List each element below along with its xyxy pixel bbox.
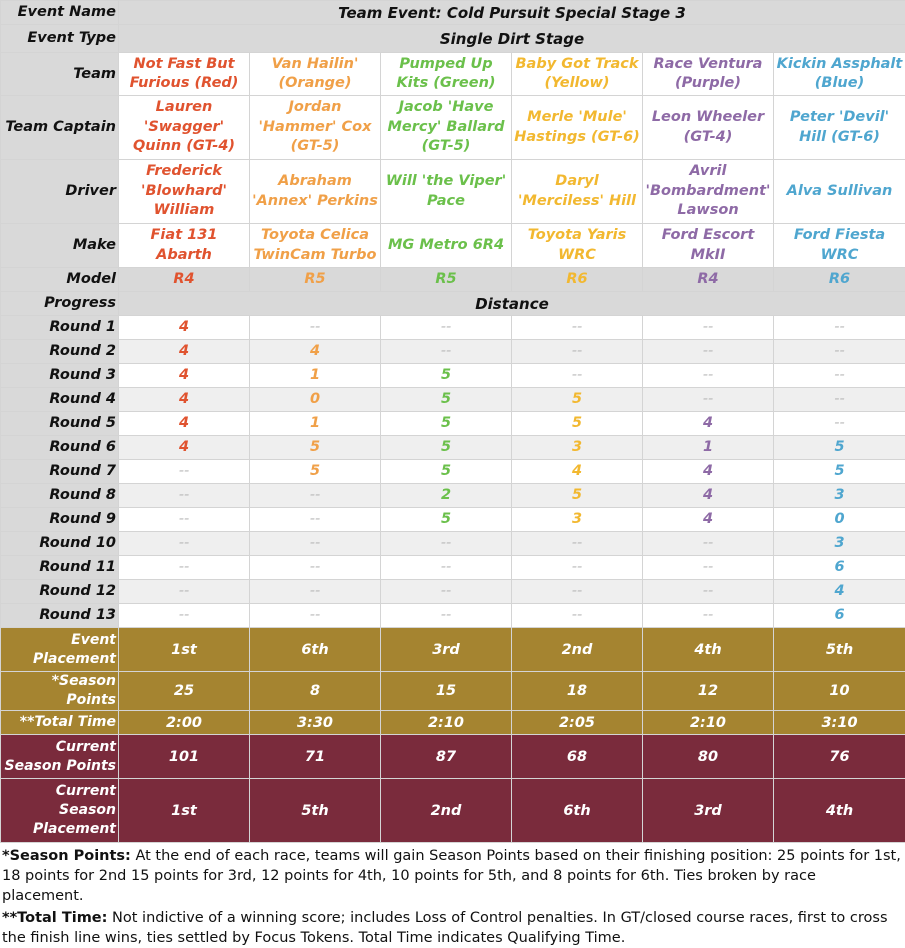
round-distance-cell[interactable]: 5 [774,436,905,460]
driver-name-cell[interactable]: Will 'the Viper' Pace [381,160,512,224]
current-season-placement-cell[interactable]: 1st [119,779,250,843]
round-distance-cell[interactable]: -- [119,484,250,508]
round-distance-cell[interactable]: 5 [512,412,643,436]
car-model-cell[interactable]: R6 [774,268,905,292]
round-label: Round 6 [1,436,119,460]
car-model-cell[interactable]: R4 [643,268,774,292]
round-distance-cell[interactable]: 2 [381,484,512,508]
round-row [1,412,905,436]
season-points-cell[interactable]: 25 [119,672,250,711]
car-model-cell[interactable]: R6 [512,268,643,292]
round-distance-cell[interactable]: -- [381,316,512,340]
current-season-placement-cell[interactable]: 2nd [381,779,512,843]
round-distance-cell[interactable]: -- [774,364,905,388]
total-time-note-text: Not indictive of a winning score; includes Loss of Control penalties. In GT/closed course races, first to cross the finish line wins, ties settled by Focus Tokens. Total Time indicates Qualifying Time. [2,910,888,946]
round-label: Round 2 [1,340,119,364]
round-distance-cell[interactable]: -- [250,316,381,340]
round-distance-cell[interactable]: 1 [643,436,774,460]
driver-name-cell[interactable]: Avril 'Bombardment' Lawson [643,160,774,224]
round-distance-cell[interactable]: 5 [250,436,381,460]
round-distance-cell[interactable]: -- [512,556,643,580]
car-make-cell[interactable]: Fiat 131 Abarth [119,224,250,268]
round-label: Round 9 [1,508,119,532]
round-distance-cell[interactable]: 5 [381,508,512,532]
round-distance-cell[interactable]: 4 [643,484,774,508]
round-distance-cell[interactable]: 4 [119,364,250,388]
team-name-cell[interactable]: Baby Got Track (Yellow) [512,53,643,96]
round-distance-cell[interactable]: -- [250,580,381,604]
team-label: Team [1,53,119,96]
round-distance-cell[interactable]: -- [381,580,512,604]
round-label: Round 11 [1,556,119,580]
event-placement-cell[interactable]: 1st [119,628,250,672]
round-distance-cell[interactable]: -- [119,580,250,604]
event-placement-cell[interactable]: 6th [250,628,381,672]
total-time-note-title: **Total Time: [2,910,107,926]
round-row [1,556,905,580]
round-distance-cell[interactable]: -- [774,340,905,364]
event-type-value[interactable]: Single Dirt Stage [119,25,905,53]
round-distance-cell[interactable]: 5 [381,388,512,412]
round-distance-cell[interactable]: 5 [512,484,643,508]
season-points-cell[interactable]: 12 [643,672,774,711]
team-row [1,53,905,96]
make-row [1,224,905,268]
round-distance-cell[interactable]: -- [381,604,512,628]
footnotes [0,843,905,948]
progress-label: Progress [1,292,119,316]
total-time-label: **Total Time [1,711,119,735]
car-model-cell[interactable]: R5 [250,268,381,292]
car-make-cell[interactable]: Ford Fiesta WRC [774,224,905,268]
round-distance-cell[interactable]: -- [643,340,774,364]
round-distance-cell[interactable]: -- [250,508,381,532]
round-distance-cell[interactable]: -- [643,604,774,628]
car-make-cell[interactable]: Ford Escort MkII [643,224,774,268]
round-distance-cell[interactable]: 4 [119,340,250,364]
season-points-cell[interactable]: 18 [512,672,643,711]
round-distance-cell[interactable]: -- [512,532,643,556]
round-distance-cell[interactable]: -- [512,604,643,628]
round-row [1,484,905,508]
round-distance-cell[interactable]: -- [512,580,643,604]
round-distance-cell[interactable]: -- [250,604,381,628]
round-distance-cell[interactable]: -- [381,340,512,364]
current-season-points-cell[interactable]: 80 [643,735,774,779]
total-time-cell[interactable]: 2:10 [643,711,774,735]
current-season-points-cell[interactable]: 76 [774,735,905,779]
round-distance-cell[interactable]: -- [119,532,250,556]
round-distance-cell[interactable]: 4 [643,508,774,532]
round-distance-cell[interactable]: -- [119,556,250,580]
current-season-points-row [1,735,905,779]
event-name-row [1,1,905,25]
round-distance-cell[interactable]: 4 [119,316,250,340]
round-distance-cell[interactable]: -- [512,364,643,388]
team-name-cell[interactable]: Van Hailin' (Orange) [250,53,381,96]
round-distance-cell[interactable]: -- [643,388,774,412]
team-name-cell[interactable]: Pumped Up Kits (Green) [381,53,512,96]
team-captain-cell[interactable]: Merle 'Mule' Hastings (GT-6) [512,96,643,160]
round-distance-cell[interactable]: -- [512,340,643,364]
event-name-label: Event Name [1,1,119,25]
car-make-cell[interactable]: MG Metro 6R4 [381,224,512,268]
round-distance-cell[interactable]: -- [119,460,250,484]
round-label: Round 12 [1,580,119,604]
driver-name-cell[interactable]: Frederick 'Blowhard' William [119,160,250,224]
team-name-cell[interactable]: Kickin Assphalt (Blue) [774,53,905,96]
round-distance-cell[interactable]: 4 [643,412,774,436]
round-distance-cell[interactable]: -- [643,364,774,388]
results-table [1,628,905,843]
round-distance-cell[interactable]: -- [119,604,250,628]
current-season-points-cell[interactable]: 87 [381,735,512,779]
current-season-placement-cell[interactable]: 5th [250,779,381,843]
round-label: Round 4 [1,388,119,412]
round-distance-cell[interactable]: 5 [774,460,905,484]
event-placement-cell[interactable]: 2nd [512,628,643,672]
total-time-cell[interactable]: 2:00 [119,711,250,735]
current-season-placement-label: Current Season Placement [1,779,119,843]
round-distance-cell[interactable]: 4 [119,388,250,412]
round-distance-cell[interactable]: 5 [381,364,512,388]
season-points-label: *Season Points [1,672,119,711]
round-label: Round 8 [1,484,119,508]
round-label: Round 1 [1,316,119,340]
team-captain-cell[interactable]: Leon Wheeler (GT-4) [643,96,774,160]
driver-row [1,160,905,224]
progress-row [1,292,905,316]
team-name-cell[interactable]: Race Ventura (Purple) [643,53,774,96]
car-model-cell[interactable]: R4 [119,268,250,292]
make-label: Make [1,224,119,268]
current-season-points-label: Current Season Points [1,735,119,779]
current-season-placement-cell[interactable]: 6th [512,779,643,843]
team-name-cell[interactable]: Not Fast But Furious (Red) [119,53,250,96]
round-row [1,388,905,412]
round-distance-cell[interactable]: -- [250,532,381,556]
current-season-points-cell[interactable]: 71 [250,735,381,779]
total-time-row [1,711,905,735]
round-row [1,604,905,628]
car-model-cell[interactable]: R5 [381,268,512,292]
round-distance-cell[interactable]: 0 [250,388,381,412]
round-distance-cell[interactable]: -- [643,316,774,340]
round-row [1,316,905,340]
driver-name-cell[interactable]: Abraham 'Annex' Perkins [250,160,381,224]
round-distance-cell[interactable]: 4 [250,340,381,364]
current-season-placement-cell[interactable]: 4th [774,779,905,843]
total-time-cell[interactable]: 2:05 [512,711,643,735]
round-distance-cell[interactable]: -- [643,580,774,604]
current-season-points-cell[interactable]: 68 [512,735,643,779]
season-points-cell[interactable]: 10 [774,672,905,711]
car-make-cell[interactable]: Toyota Celica TwinCam Turbo [250,224,381,268]
season-points-row [1,672,905,711]
event-placement-cell[interactable]: 4th [643,628,774,672]
round-distance-cell[interactable]: -- [643,532,774,556]
car-make-cell[interactable]: Toyota Yaris WRC [512,224,643,268]
round-distance-cell[interactable]: 4 [774,580,905,604]
total-time-cell[interactable]: 2:10 [381,711,512,735]
round-label: Round 5 [1,412,119,436]
model-row [1,268,905,292]
round-distance-cell[interactable]: 3 [512,508,643,532]
round-label: Round 7 [1,460,119,484]
round-row [1,532,905,556]
round-distance-cell[interactable]: 1 [250,364,381,388]
round-row [1,340,905,364]
event-name-value[interactable]: Team Event: Cold Pursuit Special Stage 3 [119,1,905,25]
driver-name-cell[interactable]: Alva Sullivan [774,160,905,224]
round-label: Round 13 [1,604,119,628]
team-captain-cell[interactable]: Jordan 'Hammer' Cox (GT-5) [250,96,381,160]
distance-header: Distance [119,292,905,316]
round-row [1,364,905,388]
round-row [1,436,905,460]
round-distance-cell[interactable]: 5 [250,460,381,484]
season-points-cell[interactable]: 8 [250,672,381,711]
round-distance-cell[interactable]: 4 [512,460,643,484]
round-distance-cell[interactable]: 3 [774,484,905,508]
season-points-note [2,846,901,906]
round-distance-cell[interactable]: 5 [381,412,512,436]
round-distance-cell[interactable]: 4 [119,412,250,436]
round-distance-cell[interactable]: -- [643,556,774,580]
round-distance-cell[interactable]: 3 [774,532,905,556]
round-row [1,460,905,484]
driver-name-cell[interactable]: Daryl 'Merciless' Hill [512,160,643,224]
round-distance-cell[interactable]: 3 [512,436,643,460]
round-distance-cell[interactable]: -- [119,508,250,532]
event-placement-cell[interactable]: 5th [774,628,905,672]
team-captain-cell[interactable]: Peter 'Devil' Hill (GT-6) [774,96,905,160]
round-distance-cell[interactable]: -- [381,532,512,556]
round-distance-cell[interactable]: 5 [381,460,512,484]
event-placement-cell[interactable]: 3rd [381,628,512,672]
event-type-label: Event Type [1,25,119,53]
current-season-placement-cell[interactable]: 3rd [643,779,774,843]
round-distance-cell[interactable]: -- [381,556,512,580]
round-distance-cell[interactable]: -- [250,484,381,508]
round-distance-cell[interactable]: 6 [774,556,905,580]
round-distance-cell[interactable]: -- [774,388,905,412]
round-distance-cell[interactable]: 0 [774,508,905,532]
round-distance-cell[interactable]: 4 [119,436,250,460]
round-distance-cell[interactable]: 5 [512,388,643,412]
round-distance-cell[interactable]: -- [774,316,905,340]
total-time-cell[interactable]: 3:30 [250,711,381,735]
team-captain-cell[interactable]: Jacob 'Have Mercy' Ballard (GT-5) [381,96,512,160]
round-distance-cell[interactable]: -- [250,556,381,580]
round-distance-cell[interactable]: 1 [250,412,381,436]
season-points-cell[interactable]: 15 [381,672,512,711]
total-time-cell[interactable]: 3:10 [774,711,905,735]
event-placement-row [1,628,905,672]
driver-label: Driver [1,160,119,224]
round-row [1,508,905,532]
team-captain-label: Team Captain [1,96,119,160]
round-row [1,580,905,604]
team-captain-cell[interactable]: Lauren 'Swagger' Quinn (GT-4) [119,96,250,160]
event-type-row [1,25,905,53]
current-season-placement-row [1,779,905,843]
round-distance-cell[interactable]: 6 [774,604,905,628]
season-points-note-text: At the end of each race, teams will gain Season Points based on their finishing position: 25 points for 1st, 18 points for 2nd 15 points for 3rd, 12 points for 4th, 10 points for 5th, and 8 points for 6th. Ties broken by race placement. [2,848,901,904]
season-points-note-title: *Season Points: [2,848,131,864]
total-time-note [2,908,901,948]
rounds-table [1,316,905,628]
round-distance-cell[interactable]: -- [774,412,905,436]
round-distance-cell[interactable]: -- [512,316,643,340]
model-label: Model [1,268,119,292]
round-label: Round 10 [1,532,119,556]
round-label: Round 3 [1,364,119,388]
current-season-points-cell[interactable]: 101 [119,735,250,779]
round-distance-cell[interactable]: 5 [381,436,512,460]
team-captain-row [1,96,905,160]
event-placement-label: Event Placement [1,628,119,672]
round-distance-cell[interactable]: 4 [643,460,774,484]
